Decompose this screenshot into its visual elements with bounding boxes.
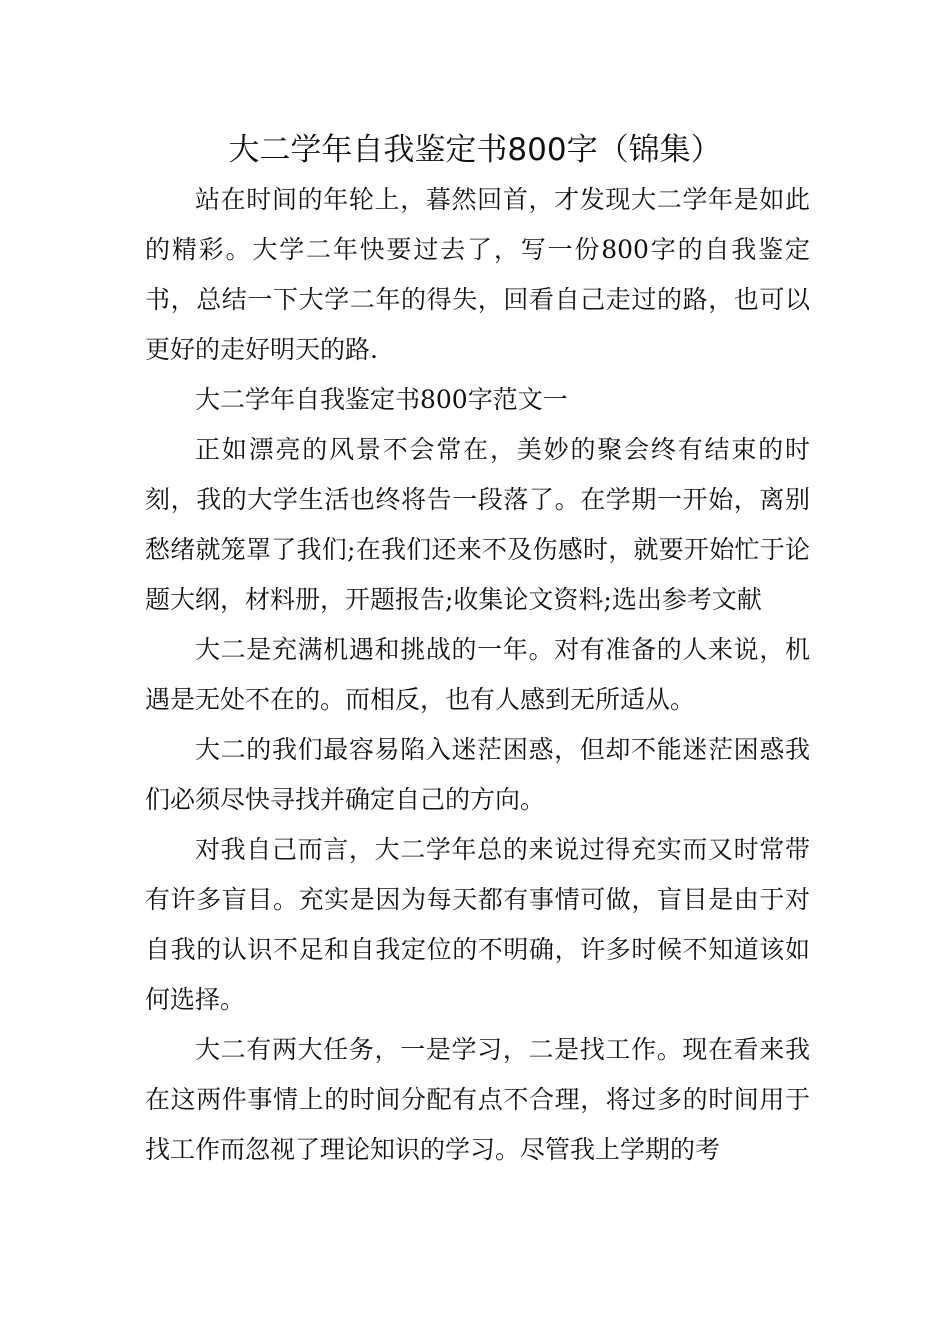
document-body <box>145 175 810 1175</box>
paragraph-4: 对我自己而言，大二学年总的来说过得充实而又时常带有许多盲目。充实是因为每天都有事情可做，盲目是由于对自我的认识不足和自我定位的不明确，许多时候不知道该如何选择。 <box>145 835 810 1014</box>
paragraph-2: 大二是充满机遇和挑战的一年。对有准备的人来说，机遇是无处不在的。而相反，也有人感到无所适从。 <box>145 635 810 714</box>
paragraph-intro: 站在时间的年轮上，暮然回首，才发现大二学年是如此的精彩。大学二年快要过去了，写一份800字的自我鉴定书，总结一下大学二年的得失，回看自己走过的路，也可以更好的走好明天的路. <box>145 185 810 364</box>
paragraph-5: 大二有两大任务，一是学习，二是找工作。现在看来我在这两件事情上的时间分配有点不合理，将过多的时间用于找工作而忽视了理论知识的学习。尽管我上学期的考 <box>145 1035 810 1164</box>
document-title: 大二学年自我鉴定书800字（锦集） <box>228 132 722 168</box>
paragraph-3: 大二的我们最容易陷入迷茫困惑，但却不能迷茫困惑我们必须尽快寻找并确定自己的方向。 <box>145 735 810 814</box>
paragraph-subheading: 大二学年自我鉴定书800字范文一 <box>195 385 568 414</box>
paragraph-1: 正如漂亮的风景不会常在，美妙的聚会终有结束的时刻，我的大学生活也终将告一段落了。在学期一开始，离别愁绪就笼罩了我们;在我们还来不及伤感时，就要开始忙于论题大纲，材料册，开题报告;收集论文资料;选出参考文献 <box>145 435 810 614</box>
